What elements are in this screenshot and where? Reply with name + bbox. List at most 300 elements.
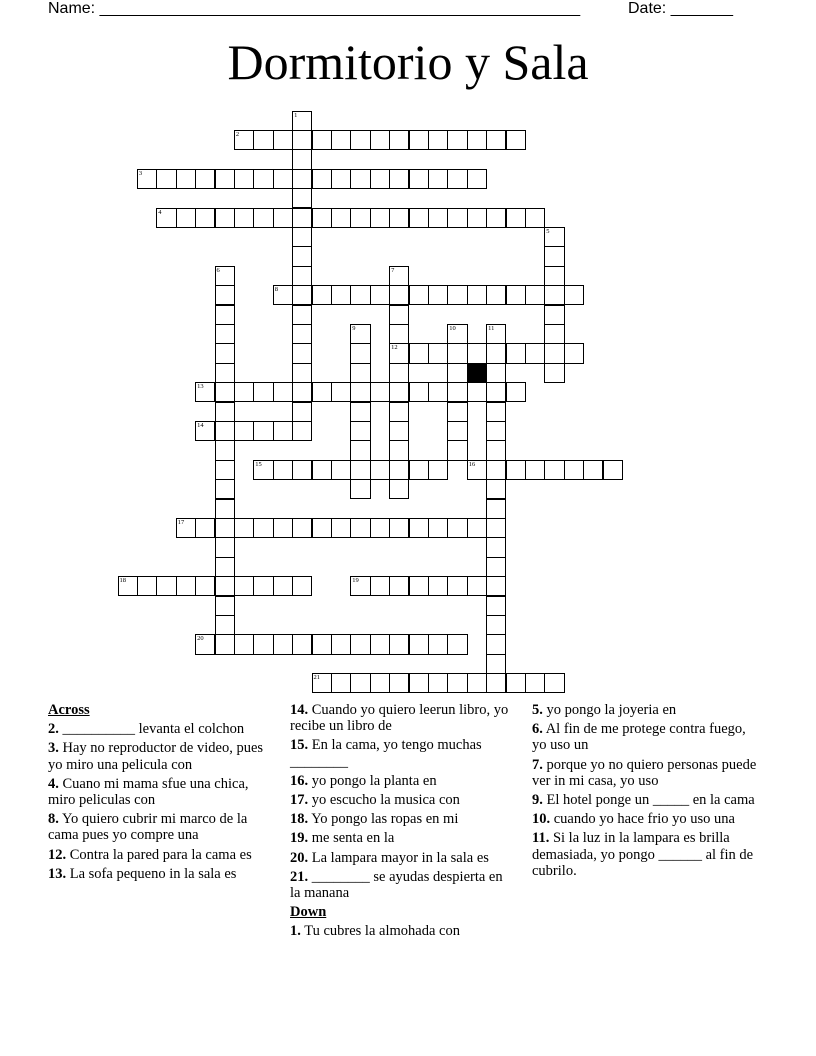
clue-text: ________ se ayudas despierta en la manana — [290, 868, 503, 902]
grid-cell[interactable] — [447, 673, 467, 693]
cell-number: 8 — [274, 286, 278, 294]
grid-cell[interactable] — [525, 460, 545, 480]
grid-cell[interactable] — [389, 479, 409, 499]
clue-text: El hotel ponge un _____ en la cama — [542, 792, 755, 809]
grid-cell[interactable] — [544, 285, 564, 305]
grid-cell[interactable] — [506, 382, 526, 402]
grid-cell[interactable] — [292, 382, 312, 402]
clue-col1-5 — [48, 866, 272, 882]
grid-cell[interactable] — [409, 208, 429, 228]
grid-cell[interactable] — [428, 169, 448, 189]
grid-cell[interactable] — [486, 576, 506, 596]
clue-text: La sofa pequeno in la sala es — [66, 865, 237, 882]
grid-cell[interactable] — [428, 208, 448, 228]
grid-cell[interactable] — [428, 634, 448, 654]
grid-cell[interactable] — [447, 208, 467, 228]
grid-cell[interactable] — [467, 382, 487, 402]
grid-cell[interactable] — [292, 634, 312, 654]
grid-cell[interactable] — [273, 169, 293, 189]
grid-cell[interactable] — [486, 343, 506, 363]
grid-cell[interactable] — [564, 285, 584, 305]
grid-cell[interactable] — [215, 324, 235, 344]
grid-cell[interactable] — [486, 596, 506, 616]
grid-cell[interactable] — [486, 460, 506, 480]
grid-cell[interactable] — [350, 363, 370, 383]
clue-col1-0 — [48, 721, 272, 737]
clue-number: 21. — [290, 868, 309, 885]
clue-col3-3 — [532, 792, 762, 808]
grid-cell[interactable] — [350, 440, 370, 460]
across-heading: Across — [48, 702, 90, 718]
grid-cell[interactable] — [312, 208, 332, 228]
grid-cell[interactable] — [389, 324, 409, 344]
grid-cell[interactable] — [389, 382, 409, 402]
cell-number: 4 — [158, 208, 162, 216]
grid-cell[interactable] — [215, 634, 235, 654]
grid-cell[interactable] — [350, 343, 370, 363]
grid-cell[interactable] — [176, 169, 196, 189]
grid-cell[interactable] — [370, 634, 390, 654]
grid-cell[interactable] — [467, 673, 487, 693]
grid-cell[interactable] — [215, 499, 235, 519]
cell-number: 20 — [197, 635, 204, 643]
grid-cell[interactable] — [486, 421, 506, 441]
grid-cell[interactable] — [292, 266, 312, 286]
clue-text: Cuando yo quiero leerun libro, yo recibe un libro de — [290, 702, 509, 735]
grid-cell[interactable] — [331, 518, 351, 538]
clue-col2-3 — [290, 792, 516, 808]
clue-col3-4 — [532, 811, 762, 827]
grid-cell[interactable] — [389, 305, 409, 325]
grid-cell[interactable] — [370, 208, 390, 228]
grid-cell[interactable] — [350, 421, 370, 441]
grid-cell[interactable] — [137, 576, 157, 596]
clue-number: 17. — [290, 792, 309, 809]
grid-cell[interactable] — [370, 673, 390, 693]
clue-text: __________ levanta el colchon — [58, 721, 245, 738]
grid-cell[interactable] — [215, 557, 235, 577]
grid-cell[interactable] — [292, 518, 312, 538]
clue-col2_down-0 — [290, 923, 516, 939]
grid-cell[interactable] — [486, 402, 506, 422]
clue-number: 16. — [290, 772, 309, 789]
grid-cell[interactable] — [506, 673, 526, 693]
grid-cell[interactable] — [467, 208, 487, 228]
clue-col1-1 — [48, 740, 272, 772]
grid-cell[interactable] — [467, 576, 487, 596]
clue-text: yo pongo la joyeria en — [542, 702, 677, 718]
grid-cell[interactable] — [273, 208, 293, 228]
grid-cell[interactable] — [409, 382, 429, 402]
grid-cell[interactable] — [447, 169, 467, 189]
grid-cell[interactable] — [486, 440, 506, 460]
grid-cell[interactable] — [370, 169, 390, 189]
grid-cell[interactable] — [292, 169, 312, 189]
grid-cell[interactable] — [467, 169, 487, 189]
grid-cell[interactable] — [312, 634, 332, 654]
grid-cell[interactable] — [350, 634, 370, 654]
grid-cell[interactable] — [506, 208, 526, 228]
grid-cell[interactable] — [156, 169, 176, 189]
grid-cell[interactable] — [350, 208, 370, 228]
clues-column-2 — [290, 702, 516, 943]
grid-cell[interactable] — [273, 634, 293, 654]
grid-cell[interactable] — [389, 363, 409, 383]
clue-number: 11. — [532, 830, 550, 847]
grid-cell[interactable] — [447, 285, 467, 305]
clue-text: porque yo no quiero personas puede ver in mi casa, yo uso — [532, 756, 757, 789]
clues-column-1 — [48, 702, 272, 885]
grid-cell[interactable] — [428, 130, 448, 150]
grid-cell[interactable] — [215, 537, 235, 557]
grid-cell[interactable] — [389, 402, 409, 422]
clue-col1-2 — [48, 776, 272, 808]
grid-cell[interactable] — [312, 382, 332, 402]
cell-number: 10 — [449, 324, 456, 332]
grid-cell[interactable] — [544, 305, 564, 325]
clue-col2-5 — [290, 830, 516, 846]
grid-cell[interactable] — [292, 343, 312, 363]
grid-cell[interactable] — [370, 518, 390, 538]
grid-cell[interactable] — [273, 576, 293, 596]
grid-cell[interactable] — [350, 130, 370, 150]
grid-cell[interactable] — [215, 576, 235, 596]
grid-cell[interactable] — [389, 673, 409, 693]
grid-cell[interactable] — [312, 460, 332, 480]
grid-cell[interactable] — [389, 460, 409, 480]
grid-cell[interactable] — [447, 634, 467, 654]
grid-cell[interactable] — [292, 324, 312, 344]
grid-cell[interactable] — [176, 576, 196, 596]
grid-cell[interactable] — [486, 382, 506, 402]
cell-number: 6 — [216, 266, 220, 274]
grid-cell[interactable] — [525, 673, 545, 693]
grid-cell[interactable] — [486, 615, 506, 635]
grid-cell[interactable] — [389, 169, 409, 189]
grid-cell[interactable] — [486, 557, 506, 577]
grid-cell[interactable] — [195, 518, 215, 538]
grid-cell[interactable] — [544, 343, 564, 363]
clue-text: En la cama, yo tengo muchas ________ — [290, 737, 482, 770]
grid-cell[interactable] — [350, 382, 370, 402]
clue-number: 9. — [532, 792, 543, 809]
grid-cell[interactable] — [564, 343, 584, 363]
grid-cell[interactable] — [273, 130, 293, 150]
grid-cell[interactable] — [292, 208, 312, 228]
clue-col1-4 — [48, 847, 272, 863]
clue-number: 19. — [290, 830, 309, 847]
grid-cell[interactable] — [350, 169, 370, 189]
grid-cell[interactable] — [331, 130, 351, 150]
grid-cell[interactable] — [525, 343, 545, 363]
grid-cell[interactable] — [292, 305, 312, 325]
date-label: Date: _______ — [628, 0, 733, 17]
grid-cell[interactable] — [389, 208, 409, 228]
grid-cell[interactable] — [447, 382, 467, 402]
clue-col2-6 — [290, 850, 516, 866]
grid-cell[interactable] — [253, 382, 273, 402]
grid-cell[interactable] — [389, 576, 409, 596]
grid-cell[interactable] — [331, 208, 351, 228]
grid-cell[interactable] — [215, 343, 235, 363]
cell-number: 3 — [138, 169, 143, 177]
grid-cell[interactable] — [389, 440, 409, 460]
cell-number: 2 — [235, 130, 240, 138]
grid-cell[interactable] — [292, 285, 312, 305]
grid-cell[interactable] — [215, 402, 235, 422]
grid-cell[interactable] — [234, 382, 254, 402]
grid-cell[interactable] — [234, 169, 254, 189]
grid-cell[interactable] — [583, 460, 603, 480]
grid-cell[interactable] — [273, 421, 293, 441]
grid-cell[interactable] — [253, 634, 273, 654]
clue-number: 2. — [48, 721, 59, 738]
cell-number: 1 — [294, 111, 298, 119]
grid-cell[interactable] — [506, 460, 526, 480]
grid-cell[interactable] — [215, 363, 235, 383]
grid-cell[interactable] — [312, 169, 332, 189]
grid-cell[interactable] — [215, 285, 235, 305]
grid-cell[interactable] — [273, 518, 293, 538]
grid-cell[interactable] — [253, 421, 273, 441]
grid-cell[interactable] — [350, 285, 370, 305]
down-heading: Down — [290, 904, 327, 921]
clue-text: Yo quiero cubrir mi marco de la cama pues yo compre una — [48, 811, 248, 844]
grid-cell[interactable] — [486, 130, 506, 150]
grid-cell[interactable] — [350, 402, 370, 422]
grid-cell[interactable] — [428, 673, 448, 693]
grid-cell[interactable] — [564, 460, 584, 480]
grid-cell[interactable] — [156, 576, 176, 596]
cell-number: 9 — [352, 324, 356, 332]
grid-cell[interactable] — [389, 130, 409, 150]
clue-number: 10. — [532, 811, 551, 828]
grid-cell[interactable] — [525, 285, 545, 305]
cell-number: 7 — [391, 266, 395, 274]
grid-cell[interactable] — [447, 440, 467, 460]
grid-cell[interactable] — [253, 130, 273, 150]
cell-number: 16 — [468, 460, 476, 468]
name-label: Name: ______________________________________________________ — [48, 0, 581, 17]
grid-cell[interactable] — [370, 576, 390, 596]
grid-cell[interactable] — [331, 673, 351, 693]
grid-cell[interactable] — [215, 305, 235, 325]
grid-cell[interactable] — [234, 518, 254, 538]
clue-number: 7. — [532, 756, 543, 773]
cell-number: 5 — [546, 227, 550, 235]
grid-cell[interactable] — [428, 518, 448, 538]
grid-cell[interactable] — [544, 460, 564, 480]
clue-number: 18. — [290, 811, 309, 828]
puzzle-title: Dormitorio y Sala — [227, 34, 589, 90]
grid-cell[interactable] — [467, 130, 487, 150]
cell-number: 14 — [197, 421, 204, 429]
grid-cell[interactable] — [215, 421, 235, 441]
grid-cell[interactable] — [292, 149, 312, 169]
grid-cell[interactable] — [292, 421, 312, 441]
clues-column-3 — [532, 702, 762, 882]
grid-cell[interactable] — [292, 130, 312, 150]
cell-number: 18 — [119, 577, 126, 585]
grid-cell[interactable] — [409, 576, 429, 596]
clue-text: cuando yo hace frio yo uso una — [550, 811, 735, 828]
cell-number: 11 — [488, 324, 495, 332]
grid-cell[interactable] — [389, 285, 409, 305]
grid-cell[interactable] — [370, 460, 390, 480]
grid-cell[interactable] — [370, 382, 390, 402]
grid-cell[interactable] — [447, 402, 467, 422]
grid-cell[interactable] — [234, 421, 254, 441]
grid-cell[interactable] — [544, 673, 564, 693]
grid-cell[interactable] — [428, 576, 448, 596]
grid-cell[interactable] — [544, 363, 564, 383]
grid-cell[interactable] — [350, 673, 370, 693]
grid-cell[interactable] — [486, 363, 506, 383]
grid-cell[interactable] — [215, 382, 235, 402]
grid-cell[interactable] — [331, 634, 351, 654]
grid-cell[interactable] — [467, 518, 487, 538]
clue-text: Si la luz in la lampara es brilla demasiada, yo pongo ______ al fin de cubrilo. — [532, 830, 754, 879]
grid-cell[interactable] — [467, 343, 487, 363]
clue-col2-4 — [290, 811, 516, 827]
clue-col2-1 — [290, 737, 516, 769]
grid-cell[interactable] — [409, 518, 429, 538]
grid-cell[interactable] — [234, 208, 254, 228]
grid-cell[interactable] — [486, 479, 506, 499]
grid-cell[interactable] — [603, 460, 623, 480]
grid-cell[interactable] — [195, 169, 215, 189]
grid-cell[interactable] — [273, 460, 293, 480]
grid-cell[interactable] — [389, 634, 409, 654]
clue-col1-3 — [48, 811, 272, 843]
grid-cell[interactable] — [273, 382, 293, 402]
clue-number: 12. — [48, 846, 67, 863]
clue-text: Contra la pared para la cama es — [66, 846, 252, 863]
grid-cell[interactable] — [292, 402, 312, 422]
grid-cell[interactable] — [234, 634, 254, 654]
grid-cell[interactable] — [506, 285, 526, 305]
grid-cell[interactable] — [215, 596, 235, 616]
grid-cell[interactable] — [253, 576, 273, 596]
grid-cell[interactable] — [292, 363, 312, 383]
grid-cell[interactable] — [370, 285, 390, 305]
grid-cell[interactable] — [312, 130, 332, 150]
clue-col3-2 — [532, 757, 762, 789]
grid-cell[interactable] — [486, 499, 506, 519]
grid-cell[interactable] — [428, 460, 448, 480]
grid-cell[interactable] — [447, 518, 467, 538]
grid-cell[interactable] — [215, 518, 235, 538]
grid-cell[interactable] — [428, 382, 448, 402]
grid-cell[interactable] — [447, 576, 467, 596]
cell-number: 12 — [391, 344, 398, 352]
grid-cell[interactable] — [215, 169, 235, 189]
clue-number: 5. — [532, 702, 543, 718]
grid-cell[interactable] — [350, 518, 370, 538]
grid-cell[interactable] — [428, 285, 448, 305]
grid-cell[interactable] — [215, 440, 235, 460]
grid-cell[interactable] — [370, 130, 390, 150]
grid-cell[interactable] — [350, 479, 370, 499]
cell-number: 17 — [177, 518, 185, 526]
clue-text: yo pongo la planta en — [308, 772, 437, 789]
grid-cell[interactable] — [292, 188, 312, 208]
clue-col2-7 — [290, 869, 516, 901]
grid-cell[interactable] — [486, 654, 506, 674]
grid-cell[interactable] — [215, 479, 235, 499]
grid-cell[interactable] — [389, 518, 409, 538]
grid-cell[interactable] — [409, 460, 429, 480]
grid-cell[interactable] — [331, 285, 351, 305]
grid-cell[interactable] — [486, 537, 506, 557]
grid-cell[interactable] — [312, 518, 332, 538]
grid-cell[interactable] — [292, 227, 312, 247]
grid-cell[interactable] — [253, 169, 273, 189]
grid-cell[interactable] — [447, 130, 467, 150]
grid-cell[interactable] — [292, 460, 312, 480]
clue-number: 8. — [48, 811, 59, 828]
grid-cell[interactable] — [486, 673, 506, 693]
grid-cell[interactable] — [447, 421, 467, 441]
grid-cell[interactable] — [447, 343, 467, 363]
cell-number: 19 — [352, 577, 359, 585]
grid-cell[interactable] — [544, 266, 564, 286]
grid-cell[interactable] — [253, 208, 273, 228]
grid-cell[interactable] — [486, 208, 506, 228]
grid-cell[interactable] — [215, 208, 235, 228]
grid-cell[interactable] — [195, 576, 215, 596]
grid-cell[interactable] — [215, 615, 235, 635]
grid-cell[interactable] — [525, 208, 545, 228]
grid-cell[interactable] — [331, 169, 351, 189]
grid-cell[interactable] — [176, 208, 196, 228]
clue-number: 13. — [48, 865, 67, 882]
grid-cell[interactable] — [409, 169, 429, 189]
grid-cell[interactable] — [409, 673, 429, 693]
grid-cell[interactable] — [467, 285, 487, 305]
clue-col3-1 — [532, 721, 762, 753]
grid-cell[interactable] — [409, 634, 429, 654]
grid-cell[interactable] — [234, 576, 254, 596]
grid-cell[interactable] — [486, 518, 506, 538]
grid-cell[interactable] — [292, 576, 312, 596]
grid-cell[interactable] — [215, 460, 235, 480]
grid-cell[interactable] — [350, 460, 370, 480]
grid-cell[interactable] — [428, 343, 448, 363]
grid-cell[interactable] — [312, 285, 332, 305]
clue-number: 6. — [532, 721, 543, 738]
grid-cell[interactable] — [253, 518, 273, 538]
grid-cell[interactable] — [486, 285, 506, 305]
grid-cell[interactable] — [331, 460, 351, 480]
cell-number: 21 — [313, 674, 320, 682]
grid-cell[interactable] — [486, 634, 506, 654]
grid-cell[interactable] — [389, 421, 409, 441]
grid-cell[interactable] — [409, 130, 429, 150]
grid-cell[interactable] — [544, 246, 564, 266]
cell-number: 13 — [197, 383, 204, 391]
grid-cell[interactable] — [195, 208, 215, 228]
grid-cell[interactable] — [292, 246, 312, 266]
clue-col3-5 — [532, 830, 762, 879]
grid-cell[interactable] — [544, 324, 564, 344]
grid-cell[interactable] — [506, 343, 526, 363]
grid-cell[interactable] — [506, 130, 526, 150]
grid-cell[interactable] — [331, 382, 351, 402]
grid-cell[interactable] — [409, 285, 429, 305]
grid-cell[interactable] — [409, 343, 429, 363]
grid-cell[interactable] — [447, 363, 467, 383]
